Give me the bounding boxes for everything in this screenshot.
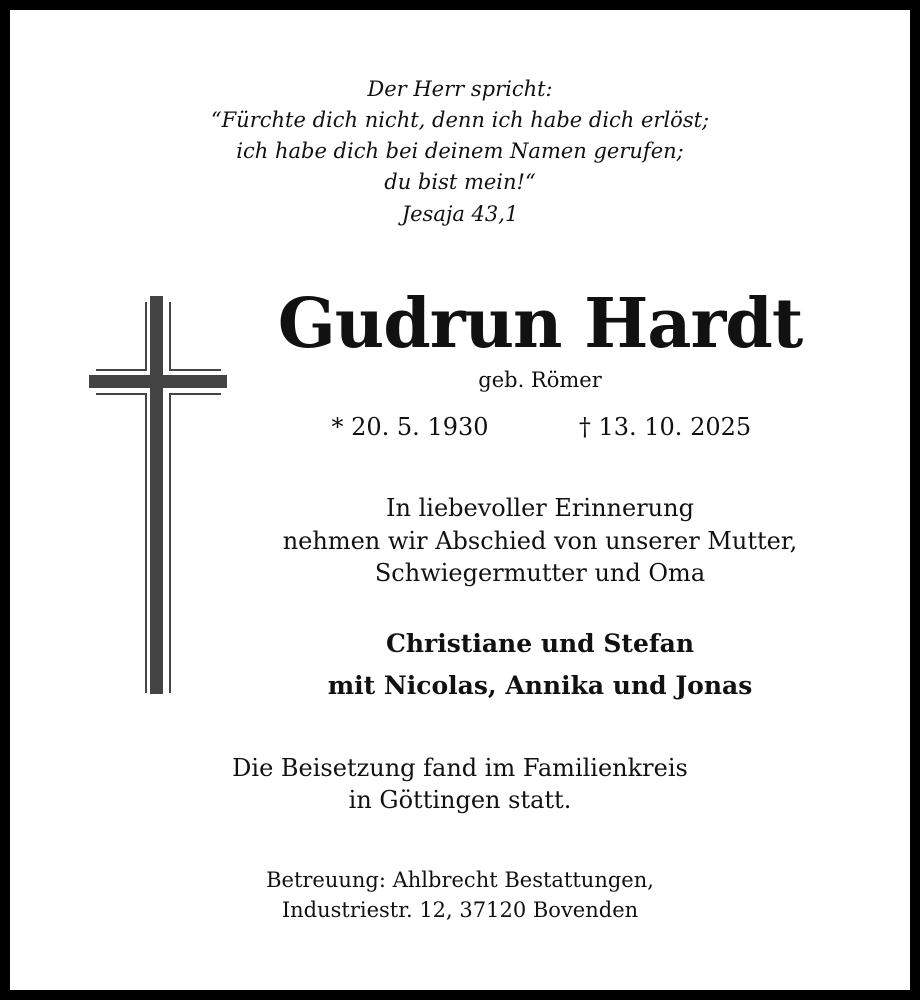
quote-source: Jesaja 43,1 bbox=[401, 202, 519, 226]
quote-line: “Fürchte dich nicht, denn ich habe dich erlöst; bbox=[210, 108, 710, 132]
undertaker-line: Betreuung: Ahlbrecht Bestattungen, bbox=[266, 868, 654, 892]
quote-line: Der Herr spricht: bbox=[367, 77, 553, 101]
mourners-line: mit Nicolas, Annika und Jonas bbox=[327, 671, 753, 700]
funeral-note-line: Die Beisetzung fand im Familienkreis bbox=[232, 754, 688, 782]
deceased-name: Gudrun Hardt bbox=[277, 284, 803, 364]
death-date: † 13. 10. 2025 bbox=[578, 413, 752, 441]
message-line: Schwiegermutter und Oma bbox=[374, 559, 706, 587]
quote-line: du bist mein!“ bbox=[384, 170, 536, 194]
quote-line: ich habe dich bei deinem Namen gerufen; bbox=[236, 139, 684, 163]
message-line: nehmen wir Abschied von unserer Mutter, bbox=[282, 527, 798, 555]
message-line: In liebevoller Erinnerung bbox=[386, 494, 694, 522]
maiden-name: geb. Römer bbox=[478, 368, 602, 392]
funeral-note-line: in Göttingen statt. bbox=[348, 786, 572, 814]
birth-date: * 20. 5. 1930 bbox=[331, 413, 489, 441]
mourners-line: Christiane und Stefan bbox=[385, 629, 695, 658]
undertaker-line: Industriestr. 12, 37120 Bovenden bbox=[281, 898, 639, 922]
